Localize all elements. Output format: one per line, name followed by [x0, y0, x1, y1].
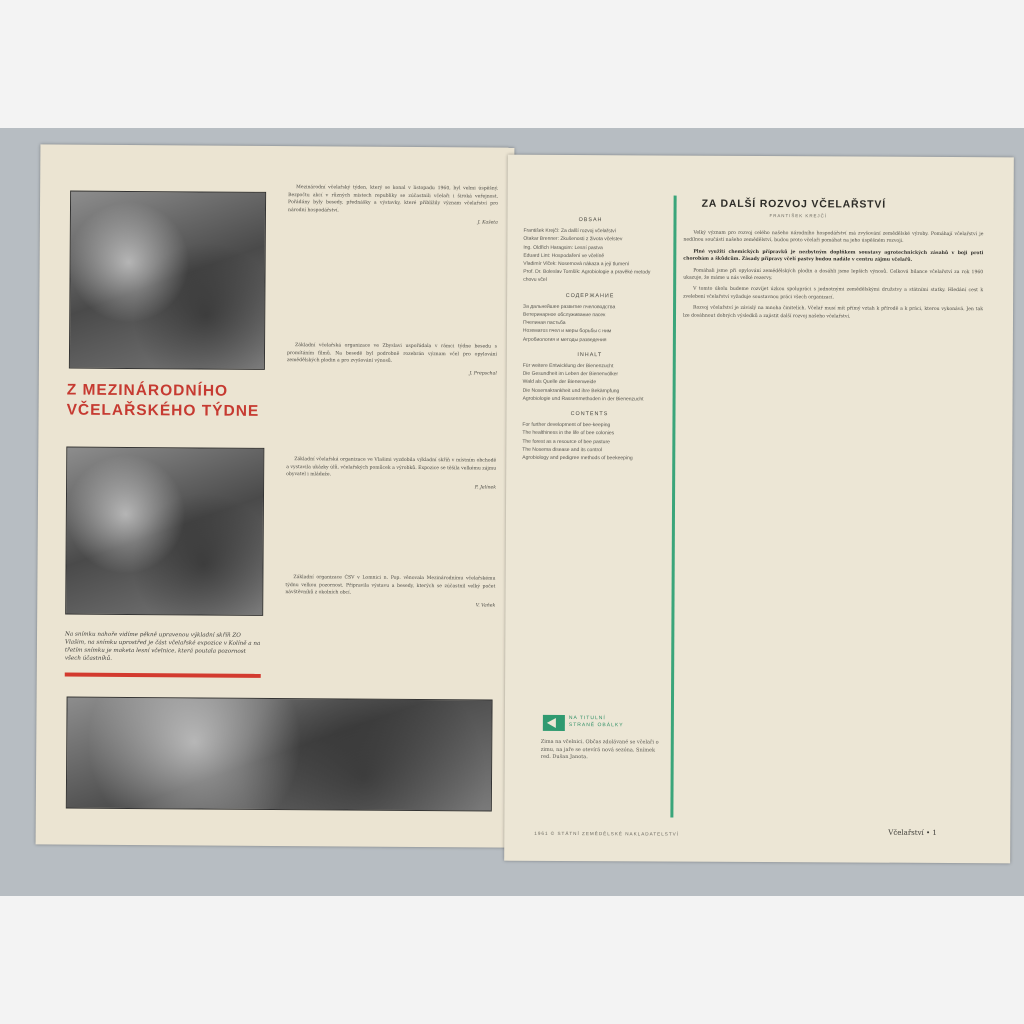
report-block-1 [287, 184, 498, 337]
article-headline [67, 381, 260, 422]
toc-entry: Агробиология и методы разведения [522, 336, 607, 343]
article-paragraph: V tomto úkolu budeme rozvíjet úzkou spolupráci s jednotnými zemědělskými družstvy a státními statky. Hledání cest k zvelebení včelařství vyžaduje soustavnou práci všech organizací. [683, 287, 984, 301]
toc-heading-de: INHALT [577, 351, 603, 359]
report-signature: V. Vaňek [475, 603, 496, 609]
right-page [504, 155, 1014, 864]
toc-entry: The healthiness in the life of bee colonies [522, 430, 615, 437]
toc-entry: For further development of bee-keeping [522, 422, 611, 429]
photo-caption: Na snímku nahoře vidíme pěkně upravenou výkladní skříň ZO Vlašim, na snímku uprostřed je část včelařské expozice v Kolíně a na třetím snímku je maketa lesní včelnice, která poutala pozornost všech účastníků. [64, 631, 261, 662]
article-paragraph: Pomáhali jsme při opylování zemědělských plodin a dosáhli jsme lepších výnosů. Celková bilance včelařství za rok 1960 ukazuje, že máme u nás velké rezervy. [683, 268, 984, 282]
toc-entry: The forest as a resource of bee pasture [522, 438, 610, 445]
toc-entry: Wald als Quelle der Bienenweide [522, 379, 597, 386]
report-signature: F. Jelínek [474, 485, 497, 491]
toc-entry: Für weitere Entwicklung der Bienenzucht [522, 362, 614, 370]
cover-label [569, 715, 624, 729]
report-block-2 [286, 342, 497, 453]
page-footer: Včelařství • 1 [888, 828, 937, 837]
toc-entry: Vladimír Vlček: Nosemová nákaza a její tlumení [523, 260, 630, 268]
red-divider [65, 673, 261, 678]
article-paragraph: Rozvoj včelařství je závislý na mnoha činitelích. Včelař musí mít přímý vztah k přírodě a k práci, kterou vykonává. Jen tak lze dosáhnout dobrých výsledků a zajistit další rozvoj našeho včelařství. [682, 305, 984, 320]
article-paragraph: Plné využití chemických přípravků je nezbytným doplňkem soustavy agrotechnických zásahů v boji proti chorobám a škůdcům. Zásady přípravy včelí pastvy budou nadále v centru zájmu včelařů. [683, 249, 984, 264]
photo-forest-apiary [66, 697, 493, 812]
toc-entry: Prof. Dr. Boleslav Tomšík: Agrobiologie a pravěké metody chovu včel [523, 268, 651, 284]
table-of-contents [522, 209, 657, 463]
cover-note: Zima na včelnici. Občas zdolávané se včelaři o zimu, na jaře se otevírá nová sezóna. Snímek red. Dušan Janota. [540, 738, 659, 761]
article-author: FRANTIŠEK KREJČÍ [769, 213, 828, 219]
photo-shop-window [69, 191, 266, 370]
toc-heading-cz: OBSAH [578, 217, 603, 224]
article-title: ZA DALŠÍ ROZVOJ VČELAŘSTVÍ [701, 197, 886, 211]
toc-entry: František Krejčí: Za další rozvoj včelařství [523, 227, 616, 235]
headline-line-2: VČELAŘSKÉHO TÝDNE [66, 401, 260, 420]
toc-entry: Die Gesundheit im Leben der Bienenvölker [522, 371, 619, 378]
report-signature: J. Kašeta [477, 220, 498, 226]
report-text: Mezinárodní včelařský týden, který se konal v listopadu 1960, byl velmi úspěšný. Bezpočtu akcí v různých místech republiky se zúčastnili včelaři i široká veřejnost. Pořádány byly besedy, přednášky a výstavky, které přiblížily význam včelařství pro národní hospodářství. [287, 185, 499, 214]
toc-entry: Agrobiology and pedigree methods of beekeeping [522, 454, 633, 462]
toc-heading-ru: СОДЕРЖАНИЕ [565, 292, 615, 299]
headline-line-1: Z MEZINÁRODNÍHO [66, 381, 229, 400]
report-block-4 [285, 574, 496, 687]
arrow-left-icon [543, 715, 565, 731]
cover-label-line-2: STRANĚ OBÁLKY [568, 722, 624, 729]
toc-entry: Нозематоз пчел и меры борьбы с ним [522, 328, 612, 335]
toc-entry: Eduard Lint: Hospodaření ve včelíně [523, 252, 605, 259]
toc-entry: Ing. Oldřich Haragsim: Lesní pastva [523, 244, 603, 251]
toc-entry: The Nosema disease and its control [522, 446, 603, 454]
toc-entry: Die Nosemakrankheit und ihre Bekämpfung [522, 387, 620, 394]
report-text: Základní včelařská organizace ve Vlašimi vyzdobila výkladní skříň v místním obchodě a vystavila ukázky úlů, včelařských pomůcek a výrobků. Expozice se těšila velkému zájmu obyvatel i mládeže. [286, 457, 497, 478]
report-block-3 [285, 456, 496, 569]
toc-heading-en: CONTENTS [570, 411, 609, 418]
photo-exhibition [65, 447, 264, 616]
toc-entry: За дальнейшее развитие пчеловодства [523, 303, 616, 311]
toc-entry: Пчелиная пастьба [522, 319, 566, 327]
toc-entry: Otakar Brenner: Zkušenosti z života včelstev [523, 236, 623, 243]
publisher-footer: 1961 © STÁTNÍ ZEMĚDĚLSKÉ NAKLADATELSTVÍ [534, 830, 679, 837]
cover-label-line-1: NA TITULNÍ [568, 715, 606, 722]
article-body [680, 230, 983, 822]
toc-entry: Agrobiologie und Rassenmethoden in der Bienenzucht [522, 395, 644, 403]
green-divider [670, 196, 676, 818]
background-top [0, 0, 1024, 128]
report-signature: J. Prepschal [469, 371, 497, 377]
article-paragraph: Velký význam pro rozvoj celého našeho národního hospodářství má zvyšování zemědělské výroby. Pomáhají včelařství je nedílnou součástí našeho zemědělství, budou proto včelaři pomáhat na jeho úspěšném rozvoji. [683, 230, 984, 245]
toc-entry: Ветеринарное обслуживание пасек [522, 311, 606, 319]
report-text: Základní organizace ČSV v Lomnici n. Pop. věnovala Mezinárodnímu včelařskému týdnu velkou pozornost. Připravila výstavu a besedy, kterých se zúčastnil velký počet návštěvníků z okolních obcí. [285, 575, 496, 596]
report-text: Základní včelařská organizace ve Zbyslavi uspořádala v rámci týdne besedu s promítáním filmů. Na besedě byl podrobně rozebrán význam včel pro opylování zemědělských plodin a pro zvyšování výnosů. [286, 343, 498, 365]
left-page [36, 144, 515, 847]
background-bottom [0, 896, 1024, 1024]
